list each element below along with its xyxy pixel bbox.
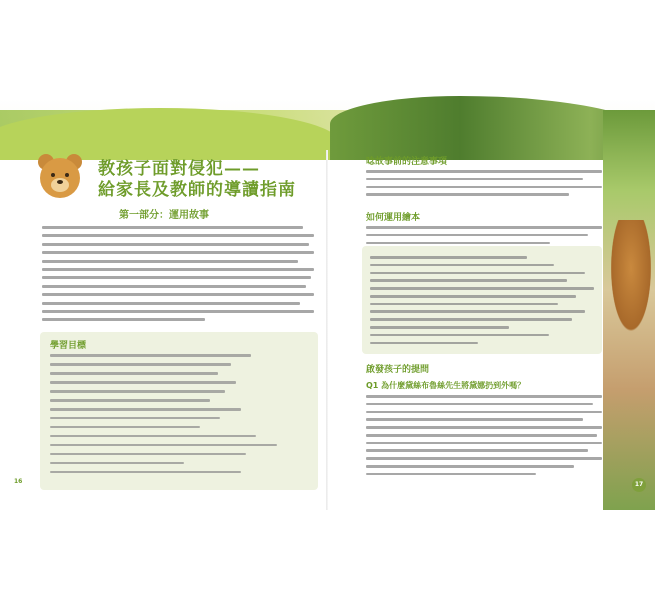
before-reading-text [366, 170, 602, 201]
page-number-right: 17 [632, 478, 646, 492]
section-heading: 第一部分：運用故事 [119, 210, 209, 221]
tips-box [362, 246, 602, 354]
page-title-line2: 給家長及教師的導讀指南 [98, 180, 296, 200]
page-title-line1: 教孩子面對侵犯—— [98, 159, 260, 179]
heading-how-to-use: 如何運用繪本 [366, 213, 421, 223]
tips-list [370, 256, 594, 349]
learning-goals-list [50, 354, 308, 480]
bear-face-icon [34, 150, 86, 202]
question-1-answer [366, 395, 602, 481]
intro-paragraphs [42, 226, 314, 327]
heading-before-reading: 唸故事前的注意事項 [366, 157, 448, 167]
top-illustration [0, 0, 655, 160]
left-page [0, 140, 328, 500]
learning-goals-title: 學習目標 [50, 341, 87, 351]
heading-prompt-questions: 啟發孩子的提問 [366, 365, 430, 375]
bear-illustration [608, 220, 654, 340]
learning-goals-box [40, 332, 318, 490]
page-number-left: 16 [14, 478, 23, 485]
question-1-label: Q1 為什麼黛絲布魯絲先生將黛娜扔到外嗎？ [366, 381, 526, 390]
